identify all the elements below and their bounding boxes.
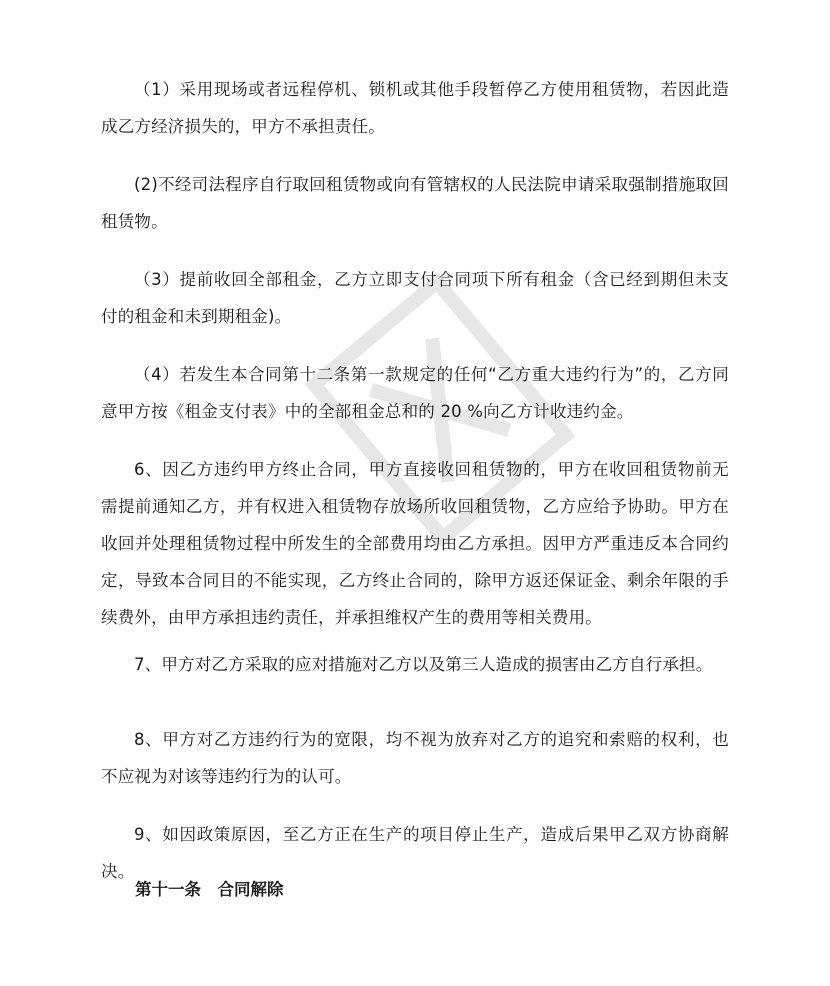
paragraph-item-6: 6、因乙方违约甲方终止合同，甲方直接收回租赁物的，甲方在收回租赁物前无需提前通知乙方，并有权进入租赁物存放场所收回租赁物，乙方应给予协助。甲方在收回并处理租赁物过程中所发生的全部费用均由乙方承担。因甲方严重违反本合同约定，导致本合同目的不能实现，乙方终止合同的，除甲方返还保证金、剩余年限的手续费外，由甲方承担违约责任，并承担维权产生的费用等相关费用。	[101, 460, 729, 627]
paragraph-item-7: 7、甲方对乙方采取的应对措施对乙方以及第三人造成的损害由乙方自行承担。	[134, 655, 713, 674]
paragraph-item-8: 8、甲方对乙方违约行为的宽限，均不视为放弃对乙方的追究和索赔的权利，也不应视为对该等违约行为的认可。	[101, 730, 729, 786]
paragraph-clause-3: （3）提前收回全部租金，乙方立即支付合同项下所有租金（含已经到期但未支付的租金和未到期租金)。	[101, 270, 729, 326]
section-heading: 第十一条 合同解除	[135, 880, 284, 899]
paragraph-item-9: 9、如因政策原因，至乙方正在生产的项目停止生产，造成后果甲乙双方协商解决。	[101, 825, 729, 881]
paragraph-clause-4: （4）若发生本合同第十二条第一款规定的任何“乙方重大违约行为”的，乙方同意甲方按《租金支付表》中的全部租金总和的 20 %向乙方计收违约金。	[101, 365, 729, 421]
paragraph-clause-1: （1）采用现场或者远程停机、锁机或其他手段暂停乙方使用租赁物，若因此造成乙方经济损失的，甲方不承担责任。	[101, 80, 729, 136]
paragraph-clause-2: (2)不经司法程序自行取回租赁物或向有管辖权的人民法院申请采取强制措施取回租赁物。	[101, 175, 729, 231]
